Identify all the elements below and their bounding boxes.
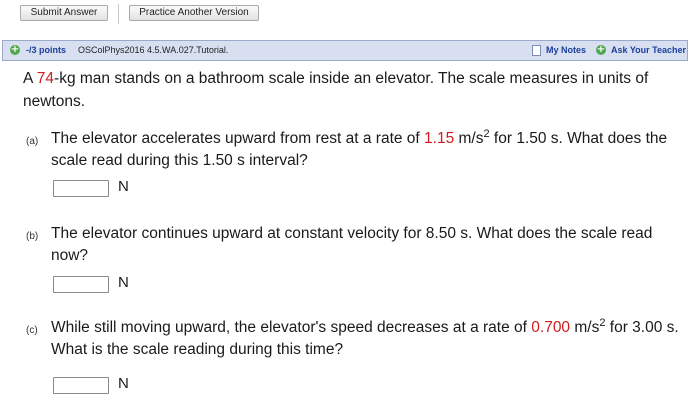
part-a-text xyxy=(51,128,691,172)
part-c-sup: 2 xyxy=(599,317,606,329)
part-b-unit: N xyxy=(118,274,129,291)
part-c-answer-input[interactable] xyxy=(53,377,109,394)
part-c-unit: N xyxy=(118,375,129,392)
part-c-label: (c) xyxy=(26,325,38,336)
part-a-label: (a) xyxy=(26,136,39,147)
part-c-value: 0.700 xyxy=(531,319,571,336)
part-c-text xyxy=(51,317,691,361)
part-b-answer-input[interactable] xyxy=(53,276,109,293)
part-a-unit: N xyxy=(118,178,129,195)
part-b-label: (b) xyxy=(26,231,39,242)
part-a-unit-text: m/s xyxy=(454,130,484,147)
mass-value: 74 xyxy=(36,70,55,87)
toolbar xyxy=(0,0,700,30)
question-header xyxy=(2,40,688,61)
toolbar-divider xyxy=(118,4,119,24)
part-a-answer-input[interactable] xyxy=(53,180,109,197)
part-a-text-1: The elevator accelerates upward from rest at a rate of xyxy=(51,130,425,147)
intro-text-rest: -kg man stands on a bathroom scale inside an elevator. The scale measures in units of newtons. xyxy=(23,70,649,110)
question-source: OSColPhys2016 4.5.WA.027.Tutorial. xyxy=(78,45,229,55)
part-c-text-1: While still moving upward, the elevator's speed decreases at a rate of xyxy=(51,319,532,336)
part-c-text-2: for 3.00 s. What is the scale reading during this time? xyxy=(51,319,679,358)
question-intro xyxy=(23,67,688,113)
ask-plus-icon[interactable]: + xyxy=(596,44,606,55)
part-a-value: 1.15 xyxy=(424,130,455,147)
notes-icon[interactable] xyxy=(532,45,541,56)
submit-answer-button[interactable]: Submit Answer xyxy=(20,5,108,21)
ask-your-teacher-link[interactable]: Ask Your Teacher xyxy=(611,45,687,55)
part-a-text-2: for 1.50 s. What does the scale read during this 1.50 s interval? xyxy=(51,130,668,169)
practice-another-version-button[interactable]: Practice Another Version xyxy=(129,5,259,21)
my-notes-link[interactable]: My Notes xyxy=(546,45,587,55)
intro-text: A xyxy=(23,70,37,87)
part-b-text: The elevator continues upward at constant velocity for 8.50 s. What does the scale read now? xyxy=(51,225,653,264)
part-a-sup: 2 xyxy=(483,128,490,140)
points-label: -/3 points xyxy=(26,45,66,55)
part-c-unit-text: m/s xyxy=(570,319,600,336)
expand-plus-icon[interactable]: + xyxy=(10,44,20,55)
